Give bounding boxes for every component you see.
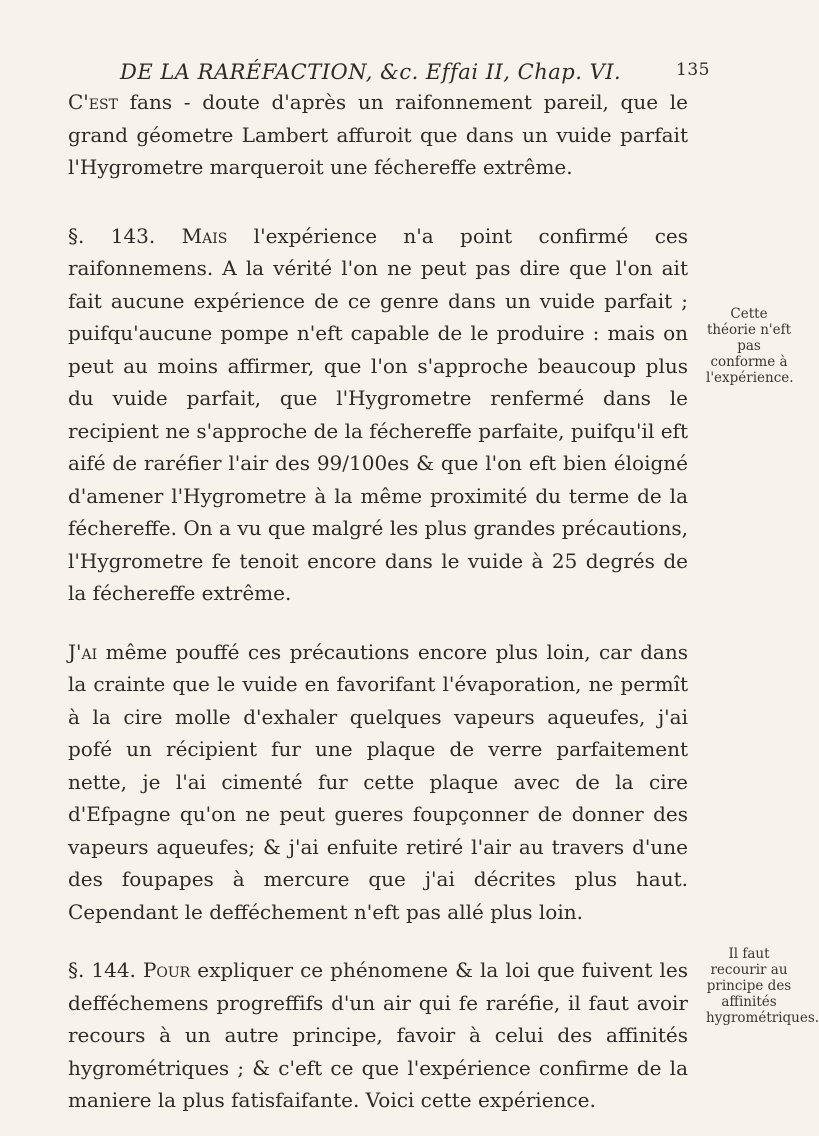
section-143: §. 143.	[68, 223, 156, 248]
margin-note-1: Cette théorie n'eft pas conforme à l'expérience.	[706, 306, 794, 386]
running-header	[120, 60, 710, 84]
paragraph-1-text: fans - doute d'après un raifonnement pareil, que le grand géometre Lambert affuroit que dans un vuide parfait l'Hygrometre marqueroit une féchereffe extrême.	[68, 90, 688, 179]
running-title: DE LA RARÉFACTION, &c. Effai II, Chap. VI.	[120, 60, 622, 84]
paragraph-3	[68, 636, 688, 929]
paragraph-4-lead: Pour	[142, 958, 191, 982]
paragraph-1-lead: C'est	[68, 90, 118, 114]
paragraph-4	[68, 954, 688, 1117]
paragraph-2-lead: Mais	[181, 223, 228, 248]
paragraph-3-text: même pouffé ces précautions encore plus loin, car dans la crainte que le vuide en favorifant l'évaporation, ne permît à la cire molle d'exhaler quelques vapeurs aqueufes, j'ai pofé un récipient fur une plaque de verre parfaitement nette, je l'ai cimenté fur cette plaque avec de la cire d'Efpagne qu'on ne peut gueres foupçonner de donner des vapeurs aqueufes; & j'ai enfuite retiré l'air au travers d'une des foupapes à mercure que j'ai décrites plus haut. Cependant le defféchement n'eft pas allé plus loin.	[68, 639, 688, 924]
paragraph-1	[68, 86, 688, 184]
text-body	[68, 86, 688, 1117]
paragraph-2-text: l'expérience n'a point confirmé ces raifonnemens. A la vérité l'on ne peut pas dire que l'on ait fait aucune expérience de ce genre dans un vuide parfait ; puifqu'aucune pompe n'eft capable de le produire : mais on peut au moins affirmer, que l'on s'approche beaucoup plus du vuide parfait, que l'Hygrometre renfermé dans le recipient ne s'approche de la féchereffe parfaite, puifqu'il eft aifé de raréfier l'air des 99/100es & que l'on eft bien éloigné d'amener l'Hygrometre à la même proximité du terme de la féchereffe. On a vu que malgré les plus grandes précautions, l'Hygrometre fe tenoit encore dans le vuide à 25 degrés de la féchereffe extrême.	[68, 223, 689, 605]
paragraph-4-text: expliquer ce phénomene & la loi que fuivent les defféchemens progreffifs d'un air qui fe raréfie, il faut avoir recours à un autre principe, favoir à celui des affinités hygrométriques ; & c'eft ce que l'expérience confirme de la maniere la plus fatisfaifante. Voici cette expérience.	[68, 958, 688, 1112]
paragraph-3-lead: J'ai	[68, 639, 98, 664]
section-144: §. 144.	[68, 958, 136, 982]
paragraph-2	[68, 220, 688, 610]
page-number: 135	[676, 60, 710, 80]
margin-note-2: Il faut recourir au principe des affinités hygrométriques.	[706, 946, 819, 1026]
